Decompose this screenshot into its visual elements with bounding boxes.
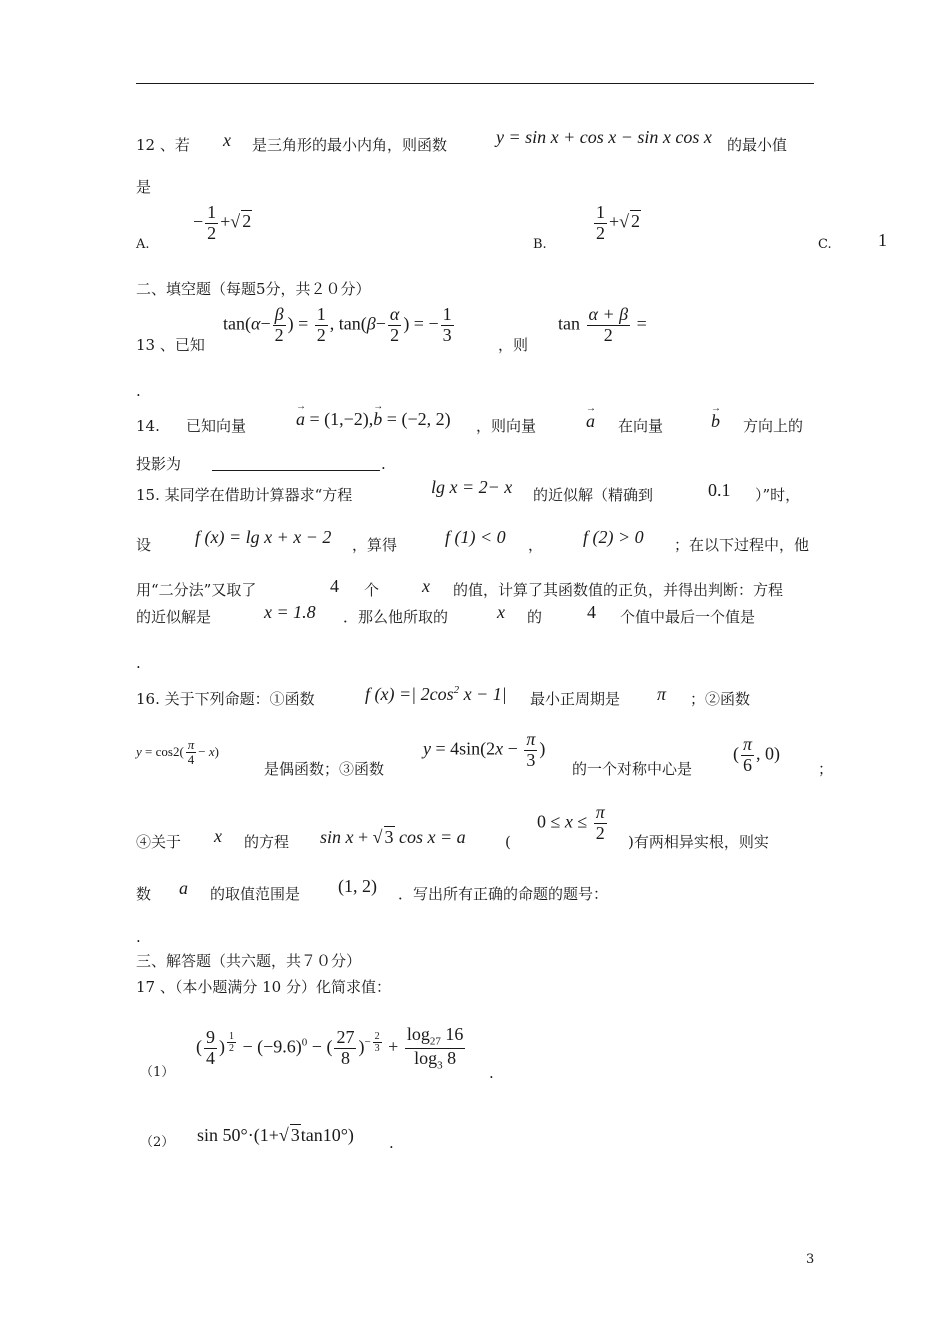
- q12-text2: 的最小值: [727, 136, 788, 154]
- q14-text3: 在向量: [618, 417, 664, 435]
- q15-calc: ，算得: [352, 536, 398, 554]
- q16-line1b: 最小正周期是: [530, 690, 621, 708]
- q13-dot: .: [136, 382, 141, 400]
- q15-x2: x: [497, 602, 505, 622]
- q14-text2: ，则向量: [476, 417, 537, 435]
- q16-line5c: ．写出所有正确的命题的题号：: [398, 885, 609, 903]
- q16-line1a: 16. 关于下列命题：①函数: [136, 690, 315, 708]
- q16-line4c: )有两相异实根，则实: [628, 833, 769, 851]
- q14-text5: 投影为: [136, 455, 182, 473]
- q15-line1a: 15. 某同学在借助计算器求“方程: [136, 486, 353, 504]
- q15-she: 设: [136, 536, 152, 554]
- q14-vectors: → a = (1,−2),→ b = (−2, 2): [296, 409, 451, 429]
- q16-dot: .: [136, 928, 141, 946]
- q15-line1b: 的近似解（精确到: [533, 486, 654, 504]
- q15-line2c: ；在以下过程中，他: [674, 536, 810, 554]
- q12-formula: y = sin x + cos x − sin x cos x: [496, 127, 712, 147]
- q16-line4a: ④关于: [136, 833, 182, 851]
- q12-option-b-label: B.: [533, 237, 547, 252]
- q14-number: 14.: [136, 417, 160, 435]
- q16-a: a: [179, 878, 188, 898]
- q12-option-a-expr: − $\frac{1}{2}$ +√ 2: [193, 202, 252, 243]
- q15-precision: 0.1: [708, 480, 731, 500]
- q17-heading: 17 、（本小题满分 10 分）化简求值：: [136, 978, 391, 996]
- q16-f3: y = 4sin(2x − $\frac{\pi}{3}$ ): [423, 729, 546, 770]
- q16-text3: 的一个对称中心是: [572, 760, 693, 778]
- q14-text1: 已知向量: [186, 417, 247, 435]
- q14-vec-b: → b: [711, 411, 720, 431]
- q15-four2: 4: [587, 602, 596, 622]
- page-number: 3: [806, 1252, 815, 1267]
- q16-paren-open: (: [505, 833, 511, 851]
- q15-dot: .: [136, 654, 141, 672]
- q13-then: ，则: [498, 336, 529, 354]
- q15-line4c: 个值中最后一个值是: [620, 608, 756, 626]
- q17-part1-expr: ( $\frac{9}{4}$ ) $^{\frac{1}{2}}$ − $(-9.6)^0$ − ( $\frac{27}{8}$ )$^{- \frac{2}{3}}$ + $\frac{\log_{27} 16}{\log_3 8}$: [196, 1024, 464, 1072]
- q15-line4b: ．那么他所取的: [343, 608, 449, 626]
- q16-range: 0 ≤ x ≤ $\frac{\pi}{2}$: [537, 802, 605, 843]
- q16-eq4: sin x + √ 3 cos x = a: [320, 827, 466, 847]
- q15-x18: x = 1.8: [264, 602, 316, 622]
- section2-heading: 二、填空题（每题5分，共２０分）: [136, 280, 371, 298]
- q12-var-x: x: [223, 130, 231, 150]
- q17-part1-end: .: [489, 1064, 494, 1082]
- q12-option-b-expr: $\frac{1}{2}$ +√ 2: [596, 202, 641, 243]
- q16-line4b: 的方程: [244, 833, 290, 851]
- q16-center: ( $\frac{\pi}{6}$ , 0): [733, 734, 781, 775]
- q12-number: 12 、若: [136, 136, 190, 154]
- q15-line4a: 的近似解是: [136, 608, 212, 626]
- q16-f1: f (x) =| $2\cos^2$ x − 1|: [365, 684, 507, 704]
- q12-text1: 是三角形的最小内角，则函数: [252, 136, 448, 154]
- header-rule: [136, 83, 814, 84]
- q17-part1-label: （1）: [140, 1065, 175, 1080]
- q16-line5b: 的取值范围是: [210, 885, 301, 903]
- q15-line3a: 用“二分法”又取了: [136, 581, 257, 599]
- q16-line1c: ；②函数: [690, 690, 751, 708]
- q12-option-c-label: C.: [818, 237, 832, 252]
- q14-text4: 方向上的: [743, 417, 804, 435]
- q12-option-c-value: 1: [878, 230, 887, 250]
- q16-f2: y = cos2( $\frac{\pi}{4}$ − x): [136, 737, 220, 768]
- q16-pi: π: [657, 684, 667, 704]
- q16-text2: 是偶函数；③函数: [264, 760, 385, 778]
- q15-f1: f (1) < 0: [445, 527, 506, 547]
- q15-four: 4: [330, 576, 339, 596]
- q16-interval: (1, 2): [338, 876, 377, 896]
- q13-number: 13 、已知: [136, 336, 205, 354]
- q14-answer-blank[interactable]: [212, 456, 380, 475]
- q15-line3b: 的值，计算了其函数值的正负，并得出判断：方程: [453, 581, 784, 599]
- q15-de: 的: [527, 608, 543, 626]
- q17-part2-expr: sin 50°·(1+√ 3tan10°): [197, 1125, 354, 1145]
- q12-text3: 是: [136, 178, 152, 196]
- q15-x: x: [422, 576, 430, 596]
- q13-given-expr: tan(α− $\frac{\beta}{2}$ ) = $\frac{1}{2}$ , tan(β− $\frac{\alpha}{2}$ ) = − $\frac{1}{3}$: [223, 304, 452, 345]
- q14-vec-a: → a: [586, 411, 595, 431]
- q16-line5a: 数: [136, 885, 152, 903]
- q14-end: .: [381, 455, 386, 473]
- q12-option-a-label: A.: [136, 237, 150, 252]
- q15-line1c: ）”时，: [755, 486, 801, 504]
- q17-part2-label: （2）: [140, 1135, 175, 1150]
- q17-part2-end: .: [389, 1134, 394, 1152]
- q15-comma: ，: [528, 536, 544, 554]
- q15-f2: f (2) > 0: [583, 527, 644, 547]
- q16-semi: ；: [818, 760, 834, 778]
- q13-target-expr: tan $\frac{\alpha + \beta}{2}$ =: [558, 304, 647, 345]
- section3-heading: 三、解答题（共六题，共７０分）: [136, 952, 362, 970]
- q15-ge: 个: [364, 581, 380, 599]
- q15-fx: f (x) = lg x + x − 2: [195, 527, 332, 547]
- q16-x: x: [214, 826, 222, 846]
- q15-equation: lg x = 2− x: [431, 477, 513, 497]
